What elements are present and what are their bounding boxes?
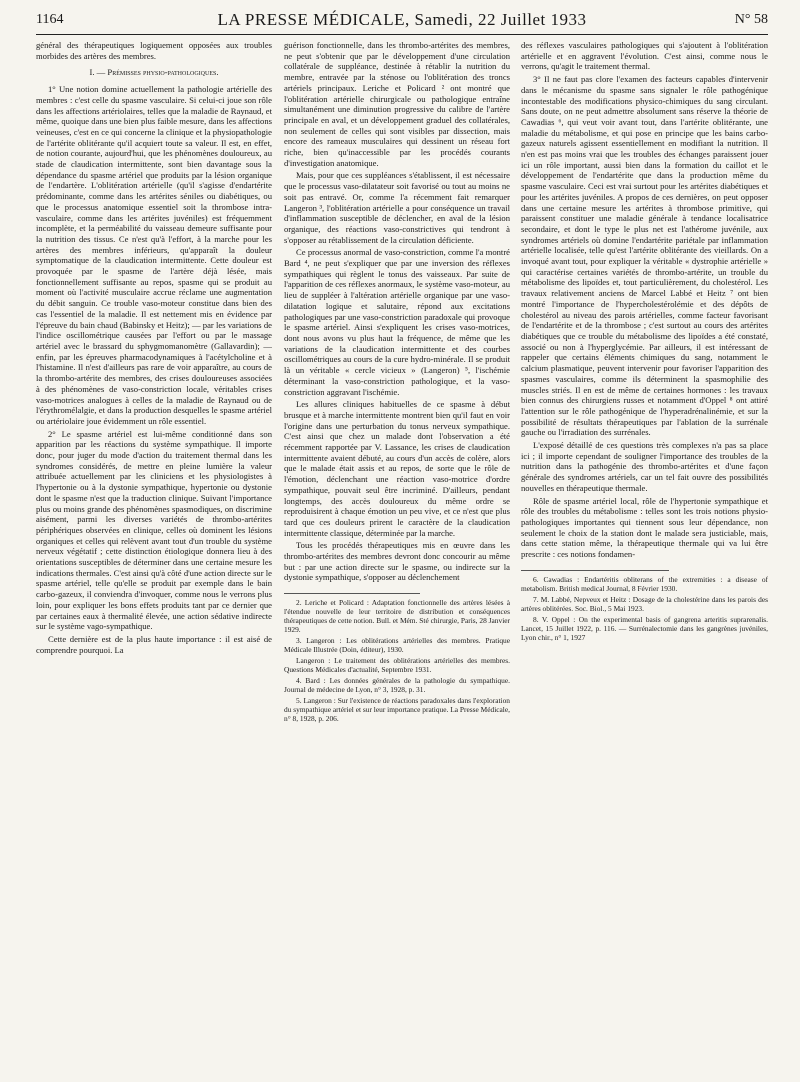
paragraph: Cette dernière est de la plus haute importance : il est aisé de comprendre pourquoi. La [36,633,272,655]
footnote-divider [284,593,420,594]
column-2 [284,40,510,1070]
paragraph: 2° Le spasme artériel est lui-même conditionné dans son apparition par les réactions du système sympathique. Il importe donc, pour juger du mode d'action du traitement thermal dans les syndromes considérés, de mettre en pleine lumière la valeur attribuée actuellement par les cliniciens et les physiologistes à l'hypertonie ou à la dystonie sympathique, hypertonie ou dystonie dont le spasme n'est que la traduction clinique. Suivant l'importance plus ou moins grande des phénomènes spasmodiques, on discrimine aisément, parmi les diverses variétés de thrombo-artérites périphériques observées en clinique, celles où dominent les lésions organiques et celles qui relèvent avant tout d'un trouble du système nerveux végétatif ; cette distinction étiologique donnera lieu à des orientations susceptibles de déterminer dans une certaine mesure les indications thermales. C'est ainsi qu'à côté d'une action directe sur le spasme artériel, telle qu'elle se produit par exemple dans le bain carbo-gazeux, il conviendra d'invoquer, comme nous le verrons plus loin, pour expliquer les bons effets produits tant par ce dernier que par certaines eaux à thermalité élevée, une action sédative indirecte sur le système vago-sympathique. [36,428,272,632]
footnote: 2. Leriche et Policard : Adaptation fonctionnelle des artères lésées à l'étendue nouvelle de leur territoire de distribution et conséquences thérapeutiques de cette notion. Bull. et Mém. Sté chirurgie, Paris, 28 Janvier 1929. [284,598,510,635]
paragraph: Tous les procédés thérapeutiques mis en œuvre dans les thrombo-artérites des membres devront donc concourir au même but : par une action directe sur le spasme, ou indirecte sur la dystonie sympathique, s'opposer au déclenchement [284,540,510,583]
footnote: 7. M. Labbé, Nepveux et Heitz : Dosage de la cholestérine dans les parois des artères oblitérées. Soc. Biol., 5 Mai 1923. [521,594,768,613]
footnote: 5. Langeron : Sur l'existence de réactions paradoxales dans l'exploration du sympathique artériel et sur leur importance pratique. La Presse Médicale, n° 8, 1928, p. 206. [284,696,510,724]
footnote: 4. Bard : Les données générales de la pathologie du sympathique. Journal de médecine de Lyon, n° 3, 1928, p. 31. [284,676,510,695]
page-header [36,10,768,35]
paragraph: Ce processus anormal de vaso-constriction, comme l'a montré Bard ⁴, ne peut s'expliquer que par une inversion des réflexes sympathiques qui règlent le tonus des vaisseaux. Par suite de l'apparition de ces réflexes anormaux, le système vaso-moteur, au lieu de suppléer à l'altération artérielle organique par une vaso-dilatation logique et salutaire, répond aux excitations pathologiques par une vaso-constriction paradoxale qui provoque le spasme artériel. Ainsi s'expliquent les crises vaso-motrices, dont nous avons vu plus haut la fréquence, de même que les variations de la claudication intermittente et des courbes oscillométriques au cours de la cure hydro-minérale. Il se produit là un véritable « cercle vicieux » (Langeron) ⁵, l'ischémie déterminant la vaso-constriction pathologique, et la vaso-constriction aggravant l'ischémie. [284,247,510,397]
issue-number: N° 58 [734,12,768,27]
journal-header: LA PRESSE MÉDICALE, Samedi, 22 Juillet 1933 [217,10,587,29]
footnote-divider [521,570,669,571]
paragraph: 1° Une notion domine actuellement la pathologie artérielle des membres : c'est celle du spasme vasculaire. Si celui-ci joue son rôle dans les affections artériolaires, telles que la maladie de Raynaud, et même, quoique dans une bien plus faible mesure, dans les affections veineuses, c'est en ce qui concerne la clinique et la physiopathologie de l'artérite oblitérante qu'il acquiert toute sa valeur. Il est, en effet, de notion courante, aujourd'hui, que les phénomènes douloureux, au stade de claudication intermittente, sont bien davantage sous la dépendance du spasme artériel que produits par la lésion organique de l'endartère. L'oblitération artérielle (qu'il s'agisse d'endartérite prédominante, comme dans les artérites séniles ou diabétiques, ou que le processus anatomique essentiel soit la thrombose intra-vasculaire, comme dans les artérites juvéniles) est fréquemment incomplète, et la perméabilité du vaisseau demeure suffisante pour la nutrition des tissus. Ce n'est qu'à l'effort, à la marche pour les artères des membres inférieurs, qu'apparaît la douleur symptomatique de la claudication intermittente. Cette douleur est provoquée par le spasme de l'artère déjà lésée, mais fonctionnellement suffisante au repos, spasme qui se produit au moment où l'activité musculaire accrue réclame une augmentation du débit sanguin. Ce trouble vaso-moteur constitue dans bien des cas l'essentiel de la maladie. Il est nettement mis en évidence par l'épreuve du bain chaud (Babinsky et Heitz); — par les variations de l'indice oscillométrique causées par l'effort ou par le massage artériel avec le brassard du sphygmomanomètre (Gallavardin); — enfin, par les épreuves pharmacodynamiques à l'acétylcholine et à l'histamine. Il n'est d'ailleurs pas rare de voir apparaître, au cours de la thrombo-artérite des membres, des crises douloureuses associées à des phénomènes de vaso-constriction locale, véritables crises vaso-motrices analogues à celles de la maladie de Raynaud ou de l'érythromélalgie, et dans la production desquelles le spasme artériel ou artériolaire joue évidemment un rôle essentiel. [36,84,272,426]
paragraph: Les allures cliniques habituelles de ce spasme à début brusque et à marche intermittente montrent bien qu'il faut en voir l'origine dans une perturbation du tonus nerveux sympathique. C'est ainsi que chez un malade dont l'observation a été récemment rapportée par V. Lassance, les crises de claudication intermittente avaient débuté, au cours d'un accès de colère, alors que le malade était assis et au repos, de sorte que le rôle de l'émotion, déclenchant une réaction vaso-motrice d'ordre sympathique, pouvait seul être incriminé. D'ailleurs, pendant longtemps, des accès douloureux du même ordre se reproduisirent à chaque émotion un peu vive, et ce n'est que plus tard que ces douleurs prirent le caractère de la claudication intermittente classique, déterminée par la marche. [284,399,510,538]
footnote: 3. Langeron : Les oblitérations artérielles des membres. Pratique Médicale Illustrée (Doin, éditeur), 1930. [284,636,510,655]
paragraph: général des thérapeutiques logiquement opposées aux troubles morbides des artères des membres. [36,40,272,61]
footnote: 6. Cawadias : Endartéritis obliterans of the extremities : a disease of metabolism. British medical Journal, 8 Février 1930. [521,574,768,593]
paragraph: guérison fonctionnelle, dans les thrombo-artérites des membres, ne peut s'obtenir que par le développement d'une circulation collatérale de suppléance, destinée à rétablir la nutrition du membre, entravée par la sténose ou l'oblitération des troncs artériels principaux. Leriche et Policard ² ont montré que l'oblitération artérielle chirurgicale ou pathologique entraîne simultanément une diminution progressive du calibre de l'artère principale en aval, et un développement graduel des collatérales, non seulement de celles qui sont visibles par dissection, mais encore des rameaux musculaires qui dessinent un réseau fort riche, bien qu'inaccessible par les procédés courants d'investigation anatomique. [284,40,510,168]
paragraph: Rôle de spasme artériel local, rôle de l'hypertonie sympathique et rôle des troubles du métabolisme : telles sont les trois notions physio-pathologiques importantes qui tiennent sous leur dépendance, non seulement le choix de la station dont le malade sera justiciable, mais, dans cette station même, la thérapeutique thermale qui va lui être prescrite : ces notions fondamen- [521,495,768,560]
column-1 [36,40,272,1070]
issue-date: Samedi, 22 Juillet 1933 [414,10,587,29]
paragraph: L'exposé détaillé de ces questions très complexes n'a pas sa place ici ; il importe cependant de souligner l'importance des troubles de la nutrition dans la pathogénie des thrombo-artérites et d'une façon générale des syndromes artériels, car un tel fait ouvre des possibilités nouvelles en thérapeutique thermale. [521,440,768,493]
page-number: 1164 [36,12,64,27]
footnote: Langeron : Le traitement des oblitérations artérielles des membres. Questions Médicales d'actualité, Septembre 1931. [284,656,510,675]
footnote: 8. V. Oppel : On the experimental basis of gangrena arteritis suprarenalis. Lancet, 15 Juillet 1922, p. 116. — Surrénalectomie dans les gangrènes juvéniles, Lyon chir., n° 1, 1927 [521,614,768,642]
paragraph: Mais, pour que ces suppléances s'établissent, il est nécessaire que le processus vaso-dilatateur soit favorisé ou tout au moins ne soit pas entravé. Or, comme l'a récemment fait remarquer Langeron ³, l'oblitération artérielle a pour conséquence un travail d'inflammation susceptible de déclencher, en aval de la lésion organique, des réactions vaso-constrictives qui tendront à s'opposer au rétablissement de la circulation déficiente. [284,170,510,245]
journal-title: LA PRESSE MÉDICALE [217,10,405,29]
column-3 [521,40,768,1070]
paragraph: des réflexes vasculaires pathologiques qui s'ajoutent à l'oblitération artérielle et en aggravent l'évolution. C'est ainsi, comme nous le verrons, qu'agit le traitement thermal. [521,40,768,72]
section-heading: I. — Prémisses physio-pathologiques. [89,67,219,78]
paragraph: 3° Il ne faut pas clore l'examen des facteurs capables d'intervenir dans le mécanisme du spasme sans signaler le rôle pathogénique incontestable des modifications physico-chimiques du sang circulant. Sans doute, on ne peut admettre absolument sans réserve la théorie de Cawadias ⁶, qui veut voir avant tout, dans l'artérite oblitérante, une maladie du métabolisme, et qui pose en principe que les bains carbo-gazeux naturels agissent essentiellement en modifiant la nutrition. Il n'en est pas moins vrai que les troubles des échanges paraissent jouer ici un rôle important, aussi bien dans la formation du caillot et le développement de l'endartérite que dans la production même du spasme vasculaire. Ceci est vrai surtout pour les artérites diabétiques et pour les artérites juvéniles. A propos de ces dernières, on peut opposer dans une certaine mesure les artérites à thrombose primitive, qui paraissent constituer une maladie générale à tendance localisatrice secondaire, et dont le type le plus net est l'athérome juvénile, aux syndromes artériels où domine l'endartérite pariétale par inflammation artérielle localisée, telle qu'est l'artérite oblitérante des vieillards. On a invoqué avant tout, pour expliquer la véritable « dystrophie artérielle » qui caractérise certaines variétés de thrombo-artérite, un trouble du métabolisme des lipoïdes et, tout particulièrement, du cholestérol. Les travaux relativement anciens de Marcel Labbé et Heitz ⁷ ont bien montré l'importance de l'hypercholestérolémie et des dépôts de cholestérol au niveau des parois artérielles, comme facteur favorisant de l'endartérite et de la thrombose ; c'est surtout au cours des artérites diabétiques que ce trouble du métabolisme des lipoïdes a été constaté, associé ou non à l'hyperglycémie. Par ailleurs, il est intéressant de rappeler que certains éléments chimiques du sang, notamment le calcium plasmatique, peuvent intervenir pour favoriser l'apparition des spasmes vasculaires, comme ils déterminent la spasmophilie des muscles striés. Il en est de même de certaines hormones : les travaux bien connus des chirurgiens russes et notamment d'Oppel ⁸ ont attiré l'attention sur le rôle pathogénique de l'hyperadrénalinémie, et sur la possibilité de résultats thérapeutiques par l'ablation de la surrénale gauche ou l'irradiation des surrénales. [521,74,768,438]
